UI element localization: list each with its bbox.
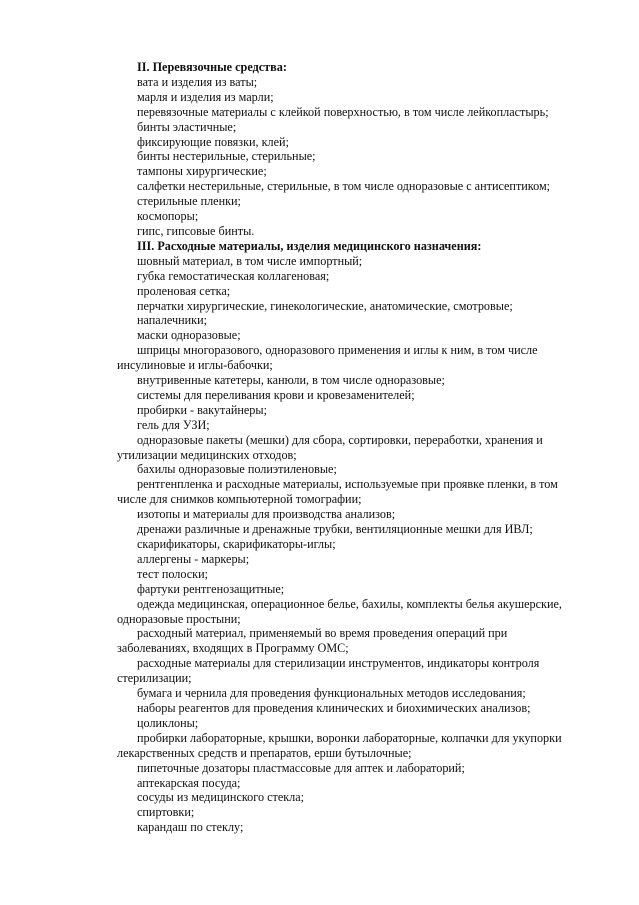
list-item-multiline [117, 343, 605, 373]
section-2-list [117, 75, 605, 239]
list-item-multiline [117, 597, 605, 627]
list-item-line: стерилизации; [117, 671, 192, 686]
list-item: перчатки хирургические, гинекологические, анатомические, смотровые; [137, 298, 513, 313]
list-item: внутривенные катетеры, канюли, в том числе одноразовые; [137, 373, 445, 388]
list-item-line: шприцы многоразового, одноразового применения и иглы к ним, в том числе [137, 343, 538, 358]
list-item-line: числе для снимков компьютерной томографии; [117, 492, 362, 507]
list-item: аптекарская посуда; [137, 775, 241, 790]
list-item: марля и изделия из марли; [137, 89, 274, 104]
list-item: шовный материал, в том числе импортный; [137, 253, 363, 268]
list-item: тампоны хирургические; [137, 164, 267, 179]
list-item: салфетки нестерильные, стерильные, в том числе одноразовые с антисептиком; [137, 179, 551, 194]
list-item: наборы реагентов для проведения клинических и биохимических анализов; [137, 700, 531, 715]
list-item: цоликлоны; [137, 715, 199, 730]
list-item-line: одноразовые пакеты (мешки) для сбора, сортировки, переработки, хранения и [137, 432, 543, 447]
list-item: стерильные пленки; [137, 194, 241, 209]
list-item-line: расходные материалы для стерилизации инструментов, индикаторы контроля [137, 656, 540, 671]
list-item-line: утилизации медицинских отходов; [117, 447, 297, 462]
list-item-line: заболеваниях, входящих в Программу ОМС; [117, 641, 349, 656]
list-item-line: лекарственных средств и препаратов, ерши бутылочные; [117, 745, 412, 760]
list-item-multiline [117, 626, 605, 656]
list-item-line: инсулиновые и иглы-бабочки; [117, 358, 273, 373]
list-item: аллергены - маркеры; [137, 551, 250, 566]
list-item: пробирки - вакутайнеры; [137, 402, 267, 417]
list-item: бумага и чернила для проведения функциональных методов исследования; [137, 686, 526, 701]
list-item: губка гемостатическая коллагеновая; [137, 268, 330, 283]
list-item-line: расходный материал, применяемый во время проведения операций при [137, 626, 508, 641]
list-item-line: одежда медицинская, операционное белье, бахилы, комплекты белья акушерские, [137, 596, 562, 611]
section-3-heading: III. Расходные материалы, изделия медицинского назначения: [137, 238, 482, 253]
list-item: спиртовки; [137, 805, 195, 820]
list-item: проленовая сетка; [137, 283, 231, 298]
list-item: дренажи различные и дренажные трубки, вентиляционные мешки для ИВЛ; [137, 522, 533, 537]
list-item: напалечники; [137, 313, 208, 328]
list-item-line: пробирки лабораторные, крышки, воронки лабораторные, колпачки для укупорки [137, 730, 562, 745]
section-3-list [117, 254, 605, 835]
list-item-line: одноразовые простыни; [117, 611, 241, 626]
list-item-multiline [117, 656, 605, 686]
list-item: пипеточные дозаторы пластмассовые для аптек и лабораторий; [137, 760, 465, 775]
list-item: тест полоски; [137, 566, 208, 581]
list-item: системы для переливания крови и кровезаменителей; [137, 387, 415, 402]
list-item: гипс, гипсовые бинты. [137, 223, 255, 238]
list-item: бахилы одноразовые полиэтиленовые; [137, 462, 337, 477]
list-item-line: рентгенпленка и расходные материалы, используемые при проявке пленки, в том [137, 477, 558, 492]
list-item: скарификаторы, скарификаторы-иглы; [137, 537, 336, 551]
section-2-heading: II. Перевязочные средства: [137, 60, 287, 74]
list-item: бинты нестерильные, стерильные; [137, 149, 316, 164]
list-item: космопоры; [137, 209, 199, 224]
list-item: изотопы и материалы для производства анализов; [137, 507, 396, 522]
list-item: маски одноразовые; [137, 328, 241, 343]
list-item: гель для УЗИ; [137, 417, 210, 432]
list-item: вата и изделия из ваты; [137, 74, 258, 89]
document-body [117, 60, 605, 835]
list-item: бинты эластичные; [137, 119, 237, 134]
list-item: перевязочные материалы с клейкой поверхностью, в том числе лейкопластырь; [137, 104, 549, 119]
list-item: карандаш по стеклу; [137, 820, 244, 835]
list-item-multiline [117, 731, 605, 761]
list-item: сосуды из медицинского стекла; [137, 790, 305, 805]
list-item: фартуки рентгенозащитные; [137, 581, 285, 596]
list-item-multiline [117, 477, 605, 507]
list-item: фиксирующие повязки, клей; [137, 134, 289, 149]
list-item-multiline [117, 433, 605, 463]
